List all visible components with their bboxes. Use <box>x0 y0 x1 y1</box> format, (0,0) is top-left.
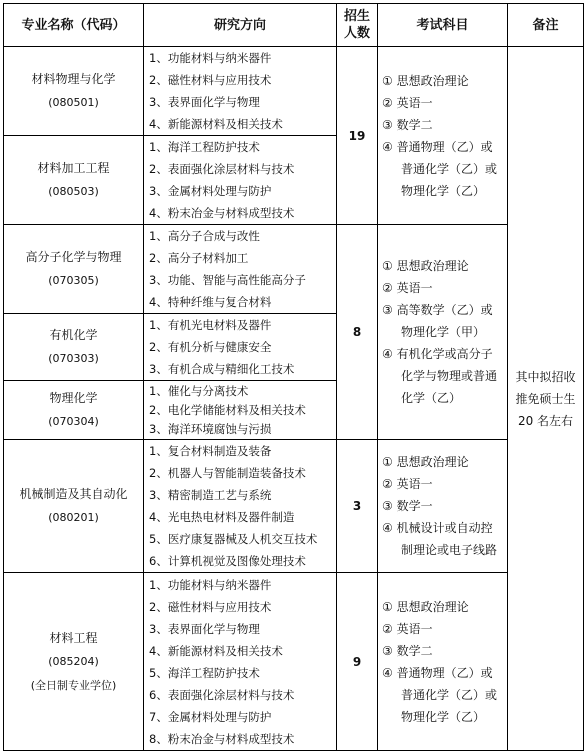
subjects-cell <box>378 47 508 225</box>
direction-item: 2、高分子材料加工 <box>149 251 249 265</box>
direction-item: 2、有机分析与健康安全 <box>149 340 272 354</box>
count-cell: 8 <box>337 225 378 440</box>
major-cell <box>4 440 144 573</box>
header-count-line1: 招生 <box>343 9 370 24</box>
subject-item: ① 思想政治理论 <box>382 259 469 273</box>
direction-item: 1、功能材料与纳米器件 <box>149 577 272 592</box>
direction-item: 2、磁性材料与应用技术 <box>149 73 272 87</box>
direction-cell <box>144 440 337 573</box>
subjects-cell <box>378 573 508 751</box>
direction-item: 3、精密制造工艺与系统 <box>149 488 272 502</box>
direction-item: 4、新能源材料及相关技术 <box>149 117 283 131</box>
major-code: (070303) <box>48 352 99 365</box>
major-name: 物理化学 <box>49 391 98 405</box>
direction-cell <box>144 225 337 314</box>
subject-item: ② 英语一 <box>382 477 433 491</box>
major-cell <box>4 314 144 381</box>
subject-item: ② 英语一 <box>382 95 433 110</box>
subject-item: ③ 数学二 <box>382 643 433 658</box>
header-count-line2: 人数 <box>343 26 370 41</box>
subject-item: ③ 数学二 <box>382 117 433 132</box>
direction-item: 3、表界面化学与物理 <box>149 621 260 636</box>
major-code: (080201) <box>48 511 99 524</box>
subject-item-cont: 普通化学（乙）或 <box>401 687 498 702</box>
major-code: (085204) <box>48 654 99 668</box>
subject-item-cont: 化学与物理或普通 <box>401 369 498 383</box>
subject-item: ④ 普通物理（乙）或 <box>382 665 493 680</box>
direction-item: 3、海洋环境腐蚀与污损 <box>149 421 272 436</box>
direction-item: 3、功能、智能与高性能高分子 <box>149 273 306 287</box>
direction-item: 1、海洋工程防护技术 <box>149 140 260 154</box>
major-code: (070304) <box>48 415 99 428</box>
note-line: 20 名左右 <box>517 413 574 428</box>
direction-item: 1、高分子合成与改性 <box>149 229 260 243</box>
subject-item: ④ 普通物理（乙）或 <box>382 139 493 154</box>
subject-item: ① 思想政治理论 <box>382 455 469 469</box>
major-cell <box>4 381 144 440</box>
direction-item: 2、表面强化涂层材料与技术 <box>149 162 295 176</box>
direction-item: 1、有机光电材料及器件 <box>149 318 272 332</box>
subjects-cell <box>378 440 508 573</box>
header-direction: 研究方向 <box>144 4 337 47</box>
direction-item: 3、金属材料处理与防护 <box>149 184 272 198</box>
major-cell <box>4 136 144 225</box>
direction-cell <box>144 573 337 751</box>
subject-item-cont: 制理论或电子线路 <box>401 543 498 557</box>
direction-item: 4、新能源材料及相关技术 <box>149 643 283 658</box>
major-code: (070305) <box>48 274 99 287</box>
subject-item-cont: 化学（乙） <box>401 391 462 405</box>
direction-cell <box>144 381 337 440</box>
subject-item-cont: 物理化学（乙） <box>401 183 486 198</box>
table-row <box>4 573 584 751</box>
major-code: (080501) <box>48 96 99 109</box>
major-cell <box>4 225 144 314</box>
major-cell <box>4 47 144 136</box>
direction-item: 4、粉末冶金与材料成型技术 <box>149 206 295 220</box>
direction-item: 7、金属材料处理与防护 <box>149 709 272 724</box>
enrollment-table <box>3 3 584 751</box>
table-row <box>4 225 584 314</box>
subject-item: ① 思想政治理论 <box>382 599 469 614</box>
direction-item: 1、功能材料与纳米器件 <box>149 51 272 65</box>
subject-item: ③ 高等数学（乙）或 <box>382 303 493 317</box>
major-name: 材料工程 <box>49 630 98 645</box>
subject-item-cont: 物理化学（乙） <box>401 709 486 724</box>
subject-item-cont: 普通化学（乙）或 <box>401 161 498 176</box>
note-cell <box>508 47 584 751</box>
direction-item: 2、磁性材料与应用技术 <box>149 599 272 614</box>
direction-item: 2、电化学储能材料及相关技术 <box>149 402 306 417</box>
note-line: 其中拟招收 <box>515 369 576 384</box>
subject-item: ① 思想政治理论 <box>382 73 469 88</box>
subject-item: ② 英语一 <box>382 621 433 636</box>
subject-item-cont: 物理化学（甲） <box>401 325 486 339</box>
header-note: 备注 <box>508 4 584 47</box>
direction-item: 4、光电热电材料及器件制造 <box>149 510 295 524</box>
major-degree-type: (全日制专业学位) <box>30 678 117 692</box>
subject-item: ④ 机械设计或自动控 <box>382 521 493 535</box>
direction-item: 1、催化与分离技术 <box>149 383 249 398</box>
direction-item: 2、机器人与智能制造装备技术 <box>149 466 306 480</box>
direction-item: 3、表界面化学与物理 <box>149 95 260 109</box>
direction-item: 5、海洋工程防护技术 <box>149 665 260 680</box>
subjects-cell <box>378 225 508 440</box>
header-row <box>4 4 584 47</box>
direction-item: 5、医疗康复器械及人机交互技术 <box>149 532 318 546</box>
direction-cell <box>144 314 337 381</box>
table-row <box>4 440 584 573</box>
major-name: 材料加工工程 <box>37 161 110 175</box>
header-count <box>337 4 378 47</box>
major-name: 机械制造及其自动化 <box>19 487 128 501</box>
major-name: 材料物理与化学 <box>31 72 116 86</box>
major-name: 有机化学 <box>49 328 98 342</box>
direction-item: 6、表面强化涂层材料与技术 <box>149 687 295 702</box>
direction-item: 3、有机合成与精细化工技术 <box>149 362 295 376</box>
direction-cell <box>144 136 337 225</box>
direction-item: 6、计算机视觉及图像处理技术 <box>149 554 306 568</box>
count-cell: 19 <box>337 47 378 225</box>
count-cell: 3 <box>337 440 378 573</box>
subject-item: ③ 数学一 <box>382 499 433 513</box>
header-major: 专业名称（代码） <box>4 4 144 47</box>
direction-item: 4、特种纤维与复合材料 <box>149 295 272 309</box>
table-row <box>4 47 584 136</box>
header-subjects: 考试科目 <box>378 4 508 47</box>
major-code: (080503) <box>48 185 99 198</box>
count-cell: 9 <box>337 573 378 751</box>
subject-item: ④ 有机化学或高分子 <box>382 347 493 361</box>
direction-cell <box>144 47 337 136</box>
note-line: 推免硕士生 <box>515 391 576 406</box>
major-name: 高分子化学与物理 <box>25 250 122 264</box>
major-cell <box>4 573 144 751</box>
direction-item: 1、复合材料制造及装备 <box>149 444 272 458</box>
direction-item: 8、粉末冶金与材料成型技术 <box>149 731 295 746</box>
subject-item: ② 英语一 <box>382 281 433 295</box>
